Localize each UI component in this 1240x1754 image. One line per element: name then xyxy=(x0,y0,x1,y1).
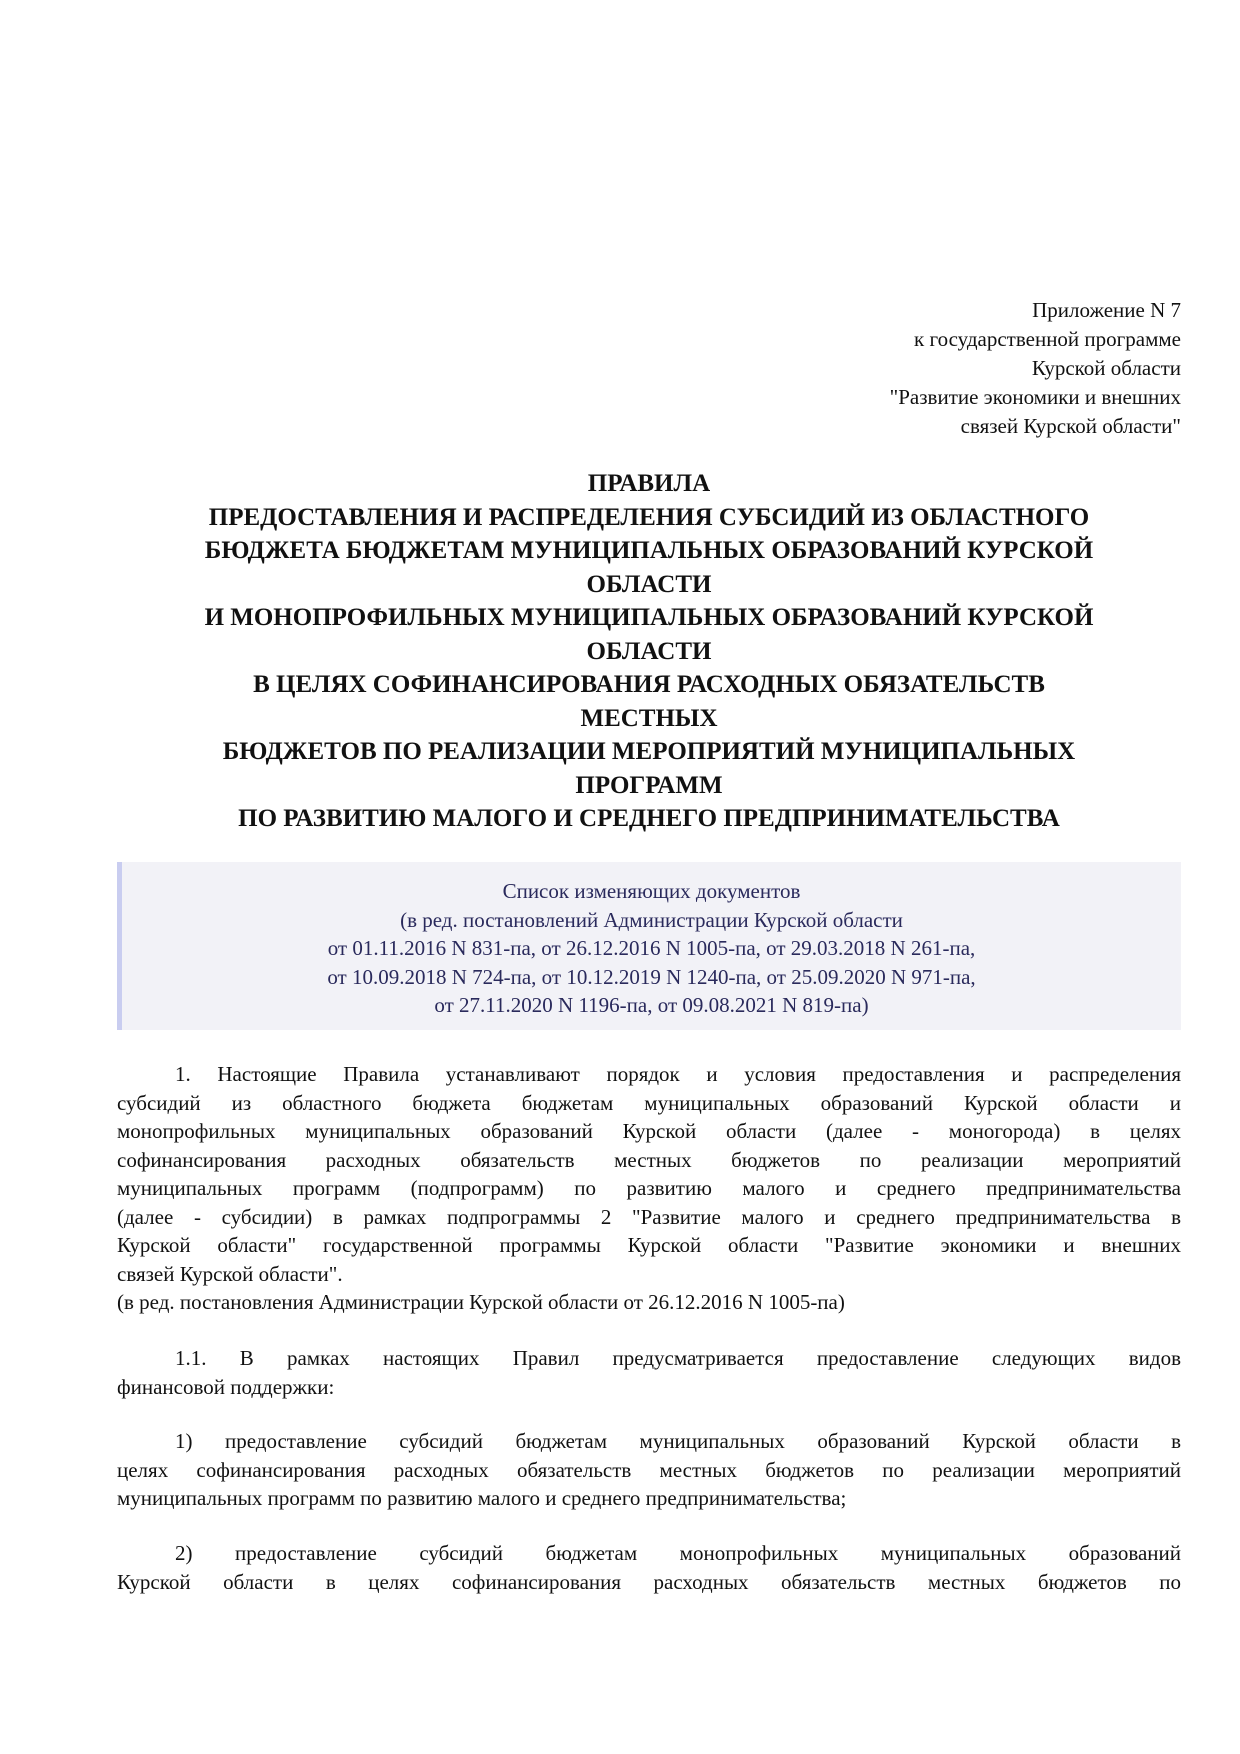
appendix-header xyxy=(890,296,1181,441)
amendments-line: (в ред. постановлений Администрации Курской области xyxy=(400,907,903,932)
amendments-line: от 10.09.2018 N 724-па, от 10.12.2019 N 1240-па, от 25.09.2020 N 971-па, xyxy=(327,964,976,989)
header-line: "Развитие экономики и внешних xyxy=(889,385,1181,409)
text-line: 1) предоставление субсидий бюджетам муниципальных образований Курской области в xyxy=(175,1429,1181,1453)
amendments-line: Список изменяющих документов xyxy=(502,879,801,903)
text-line: монопрофильных муниципальных образований Курской области (далее - моногорода) в целях xyxy=(117,1119,1181,1143)
amendments-line: от 27.11.2020 N 1196-па, от 09.08.2021 N 819-па) xyxy=(434,993,869,1017)
header-line: связей Курской области" xyxy=(960,414,1181,438)
title-line: В ЦЕЛЯХ СОФИНАНСИРОВАНИЯ РАСХОДНЫХ ОБЯЗАТЕЛЬСТВ xyxy=(253,671,1045,698)
text-line: Курской области в целях софинансирования расходных обязательств местных бюджетов по xyxy=(117,1569,1181,1594)
text-line: софинансирования расходных обязательств местных бюджетов по реализации мероприятий xyxy=(117,1147,1181,1172)
title-line: И МОНОПРОФИЛЬНЫХ МУНИЦИПАЛЬНЫХ ОБРАЗОВАНИЙ КУРСКОЙ xyxy=(204,604,1094,631)
amendments-box xyxy=(117,862,1181,1030)
title-line: ПРЕДОСТАВЛЕНИЯ И РАСПРЕДЕЛЕНИЯ СУБСИДИЙ ИЗ ОБЛАСТНОГО xyxy=(208,503,1090,531)
text-line: 2) предоставление субсидий бюджетам монопрофильных муниципальных образований xyxy=(175,1541,1181,1565)
title-line: БЮДЖЕТОВ ПО РЕАЛИЗАЦИИ МЕРОПРИЯТИЙ МУНИЦИПАЛЬНЫХ xyxy=(222,738,1076,765)
paragraph-item-2 xyxy=(117,1539,1181,1596)
text-line: (далее - субсидии) в рамках подпрограммы 2 "Развитие малого и среднего предпринимательства в xyxy=(117,1204,1181,1229)
title-line: ПРОГРАММ xyxy=(575,771,723,799)
title-line: ПО РАЗВИТИЮ МАЛОГО И СРЕДНЕГО ПРЕДПРИНИМАТЕЛЬСТВА xyxy=(238,805,1060,832)
text-line: муниципальных программ (подпрограмм) по развитию малого и среднего предпринимательства xyxy=(117,1176,1181,1200)
document-title xyxy=(117,467,1181,836)
title-line: БЮДЖЕТА БЮДЖЕТАМ МУНИЦИПАЛЬНЫХ ОБРАЗОВАНИЙ КУРСКОЙ xyxy=(204,537,1094,564)
text-line: целях софинансирования расходных обязательств местных бюджетов по реализации мероприятий xyxy=(117,1457,1181,1482)
text-line: Курской области" государственной программы Курской области "Развитие экономики и внешних xyxy=(117,1233,1181,1257)
title-line: ОБЛАСТИ xyxy=(586,637,712,665)
paragraph-1 xyxy=(117,1060,1181,1317)
amendments-line: от 01.11.2016 N 831-па, от 26.12.2016 N 1005-па, от 29.03.2018 N 261-па, xyxy=(327,936,976,960)
text-line: 1.1. В рамках настоящих Правил предусматривается предоставление следующих видов xyxy=(175,1346,1181,1370)
title-line: МЕСТНЫХ xyxy=(580,704,718,732)
edition-note: (в ред. постановления Администрации Курской области от 26.12.2016 N 1005-па) xyxy=(117,1290,845,1314)
text-line: 1. Настоящие Правила устанавливают порядок и условия предоставления и распределения xyxy=(175,1062,1181,1086)
text-line: финансовой поддержки: xyxy=(117,1374,335,1399)
header-line: Приложение N 7 xyxy=(1032,298,1181,322)
title-line: ПРАВИЛА xyxy=(587,470,711,497)
text-line: муниципальных программ по развитию малого и среднего предпринимательства; xyxy=(117,1486,847,1510)
paragraph-1-1 xyxy=(117,1344,1181,1401)
title-line: ОБЛАСТИ xyxy=(586,570,712,598)
text-line: субсидий из областного бюджета бюджетам муниципальных образований Курской области и xyxy=(117,1090,1181,1115)
text-line: связей Курской области". xyxy=(117,1261,343,1286)
header-line: к государственной программе xyxy=(914,327,1181,351)
header-line: Курской области xyxy=(1031,356,1181,380)
paragraph-item-1 xyxy=(117,1427,1181,1513)
